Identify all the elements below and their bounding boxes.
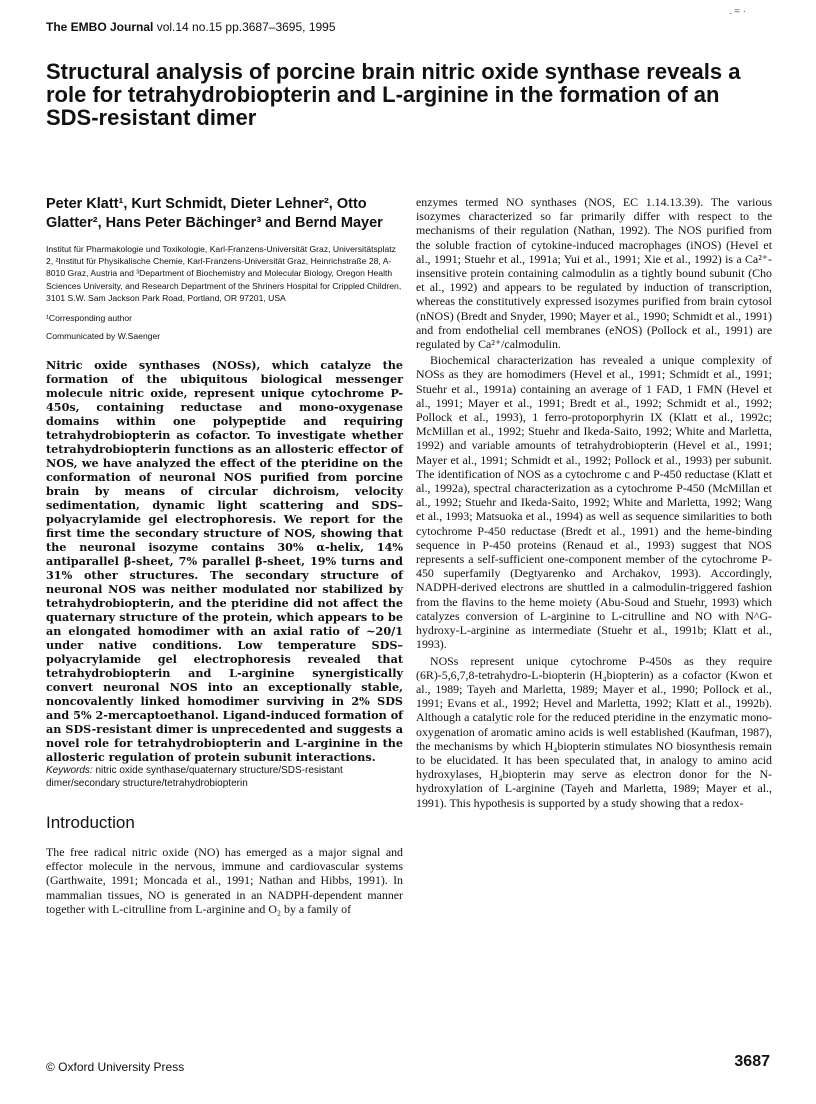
journal-citation: vol.14 no.15 pp.3687–3695, 1995 xyxy=(156,20,336,34)
left-column xyxy=(46,195,403,916)
scan-marks: . ≈ · xyxy=(728,6,746,17)
page-number: 3687 xyxy=(734,1053,770,1070)
copyright-notice: © Oxford University Press xyxy=(46,1060,185,1074)
journal-name: The EMBO Journal xyxy=(46,20,154,34)
section-heading-introduction: Introduction xyxy=(46,813,135,833)
article-title: Structural analysis of porcine brain nitric oxide synthase reveals a role for tetrahydrobiopterin and L-arginine in the formation of an SDS-resistant dimer xyxy=(46,59,741,130)
body-paragraph-2: Biochemical characterization has revealed a unique complexity of NOSs as they are homodimers (Hevel et al., 1991; Schmidt et al., 1991; Stuehr et al., 1991a) containing an average of 1 FAD, 1 FMN (Hevel et al., 1991; Mayer et al., 1991; Bredt et al., 1992; Schmidt et al., 1992; Pollock et al., 1993), 1 ferro-protoporphyrin IX (Klatt et al., 1992c; McMillan et al., 1992; Stuehr and Ikeda-Saito, 1992; White and Marletta, 1992) and variable amounts of tetrahydrobiopterin (Hevel et al., 1991; Mayer et al., 1991; Schmidt et al., 1992; Pollock et al., 1993) per subunit. The identification of NOS as a cytochrome c and P-450 reductase (Klatt et al., 1992a), spectral characterization as a cytochrome P-450 (McMillan et al., 1992; Stuehr and Ikeda-Saito, 1992; White and Marletta, 1992; Wang et al., 1993; Matsuoka et al., 1994) as well as sequence similarities to both cytochrome P-450 reductase (Bredt et al., 1991) and the heme-binding sequence in P-450 proteins (Renaud et al., 1993) suggest that NOS represents a self-sufficient one-component member of the cytochrome P-450 superfamily (Degtyarenko and Archakov, 1993). Accordingly, NADPH-derived electrons are shuttled in a calmodulin-triggered fashion from the flavins to the heme moiety (Abu-Soud and Stuehr, 1993) which catalyzes conversion of L-arginine to L-citrulline and NO with N^G-hydroxy-L-arginine as intermediate (Stuehr et al., 1991b; Klatt et al., 1993). xyxy=(416,353,772,652)
abstract: Nitric oxide synthases (NOSs), which catalyze the formation of the ubiquitous biological messenger molecule nitric oxide, represent unique cytochrome P-450s, containing reductase and mono-oxygenase domains within one polypeptide and requiring tetrahydrobiopterin as cofactor. To investigate whether tetrahydrobiopterin functions as an allosteric effector of NOS, we have analyzed the effect of the pteridine on the conformation of neuronal NOS purified from porcine brain by means of circular dichroism, velocity sedimentation, dynamic light scattering and SDS–polyacrylamide gel electrophoresis. We report for the first time the secondary structure of NOS, showing that the neuronal isozyme contains 30% α-helix, 14% antiparallel β-sheet, 7% parallel β-sheet, 19% turns and 31% other structures. The secondary structure of neuronal NOS was neither modulated nor stabilized by tetrahydrobiopterin, and the pteridine did not affect the quaternary structure of the protein, which appears to be an elongated homodimer with an axial ratio of ~20/1 under native conditions. Low temperature SDS–polyacrylamide gel electrophoresis revealed that tetrahydrobiopterin and L-arginine synergistically convert neuronal NOS into an exceptionally stable, noncovalently linked homodimer surviving in 2% SDS and 5% 2-mercaptoethanol. Ligand-induced formation of an SDS-resistant dimer is unprecedented and suggests a novel role for tetrahydrobiopterin and L-arginine in the allosteric regulation of protein subunit interactions. xyxy=(46,358,403,765)
keywords xyxy=(46,764,403,790)
intro-paragraph-1: The free radical nitric oxide (NO) has emerged as a major signal and effector molecule in the nervous, immune and cardiovascular systems (Garthwaite, 1991; Moncada et al., 1991; Nathan and Hibbs, 1991). In mammalian tissues, NO is generated in an NADPH-dependent manner together with L-citrulline from L-arginine and O₂ by a family of xyxy=(46,845,403,916)
keywords-label: Keywords: xyxy=(46,765,93,777)
body-paragraph-3: NOSs represent unique cytochrome P-450s as they require (6R)-5,6,7,8-tetrahydro-L-biopterin (H₄biopterin) as a cofactor (Kwon et al., 1989; Tayeh and Marletta, 1989; Mayer et al., 1990; Pollock et al., 1991; Evans et al., 1992; Hevel and Marletta, 1992; Klatt et al., 1992b). Although a catalytic role for the reduced pteridine in the enzymatic mono-oxygenation of aromatic amino acids is well established (Kaufman, 1987), the mechanisms by which H₄biopterin stimulates NO biosynthesis remain to be elucidated. It has been speculated that, in analogy to amino acid hydroxylases, H₄biopterin may serve as electron donor for the N-hydroxylation of L-arginine (Tayeh and Marletta, 1989; Mayer et al., 1991). This hypothesis is supported by a study showing that a redox- xyxy=(416,653,772,810)
body-paragraph-1: enzymes termed NO synthases (NOS, EC 1.14.13.39). The various isozymes characterized so far primarily differ with respect to the mechanisms of their regulation (Nathan, 1992). The NOS purified from the soluble fraction of cytokine-induced macrophages (iNOS) (Hevel et al., 1991; Stuehr et al., 1991a; Yui et al., 1991; Xie et al., 1992) is a Ca²⁺-insensitive protein containing calmodulin as a tightly bound subunit (Cho et al., 1992) and appears to be regulated by induction of transcription, whereas the constitutively expressed isozymes purified from brain cytosol (nNOS) (Bredt and Snyder, 1990; Mayer et al., 1990; Schmidt et al., 1991) and from endothelial cell membranes (eNOS) (Pollock et al., 1991) are regulated by Ca²⁺/calmodulin. xyxy=(416,195,772,352)
keywords-text: nitric oxide synthase/quaternary structure/SDS-resistant dimer/secondary structure/tetrahydrobiopterin xyxy=(46,765,343,790)
communicated-by: Communicated by W.Saenger xyxy=(46,331,161,342)
journal-header xyxy=(46,20,336,34)
right-column xyxy=(416,195,772,810)
corresponding-author: ¹Corresponding author xyxy=(46,313,132,324)
affiliations: Institut für Pharmakologie und Toxikologie, Karl-Franzens-Universität Graz, Universitätsplatz 2, ²Institut für Physikalische Chemie, Karl-Franzens-Universität Graz, Heinrichstraße 28, A-8010 Graz, Austria and ³Department of Biochemistry and Molecular Biology, Oregon Health Sciences University, and Research Department of the Shriners Hospital for Crippled Children, 3101 S.W. Sam Jackson Park Road, Portland, OR 97201, USA xyxy=(46,244,402,303)
author-list: Peter Klatt¹, Kurt Schmidt, Dieter Lehner², Otto Glatter², Hans Peter Bächinger³ and Bernd Mayer xyxy=(46,196,383,231)
